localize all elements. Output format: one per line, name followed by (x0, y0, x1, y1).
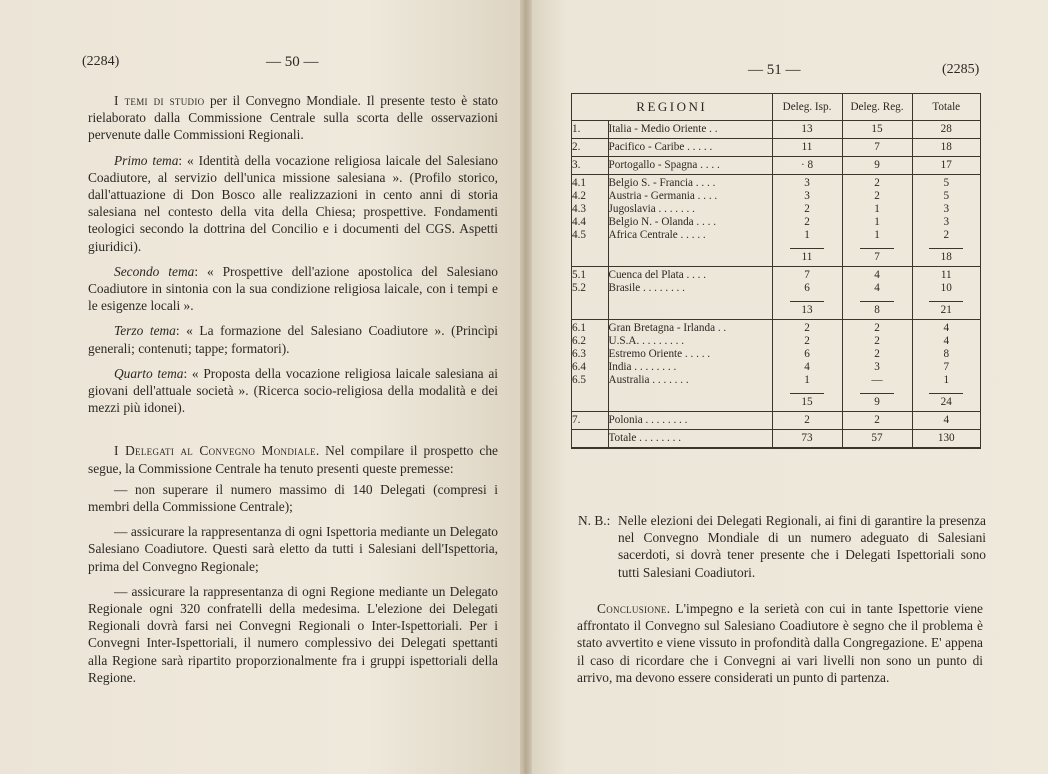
page-number-left: — 50 — (266, 54, 319, 70)
cell-tot (912, 175, 980, 267)
cell-nums (572, 157, 608, 175)
cell-line: Estremo Oriente . . . . . (608, 348, 711, 360)
cell-line: 3. (572, 159, 581, 171)
cell-line: 1 (874, 203, 880, 215)
nb-label: N. B.: (578, 513, 611, 528)
cell-nums (572, 121, 608, 139)
cell-line: Italia - Medio Oriente . . (608, 123, 718, 135)
page-ref-left: (2284) (82, 54, 120, 69)
text-temi: per il Convegno Mondiale. Il presente testo è stato rielaborato dalla Commissione Centrale sulla scorta delle osservazioni pervenute dalle Commissioni Regionali. (88, 93, 498, 143)
cell-line: Jugoslavia . . . . . . . (608, 203, 695, 215)
header-deleg-isp: Deleg. Isp. (772, 94, 842, 121)
cell-line: 28 (940, 123, 952, 135)
page-ref-right: (2285) (942, 62, 980, 77)
subtotal-tot: 18 (929, 248, 963, 264)
cell-line: 4.3 (572, 203, 586, 215)
nb-text: Nelle elezioni dei Delegati Regionali, ai fini di garantire la presenza nel Convegno Mondiale di un numero adeguato di Salesiani sacerdoti, si dovrà tener presente che i Delegati Ispettoriali sono tutti Salesiani Coadiutori. (618, 513, 986, 580)
cell-line: Gran Bretagna - Irlanda . . (608, 322, 727, 334)
cell-line: Pacifico - Caribe . . . . . (608, 141, 713, 153)
cell-isp (772, 157, 842, 175)
table-row (572, 175, 980, 267)
cell-line: Portogallo - Spagna . . . . (608, 159, 720, 171)
table-row (572, 430, 980, 448)
cell-nums (572, 139, 608, 157)
nota-bene (578, 512, 986, 581)
delegates-table (571, 93, 981, 449)
cell-tot (912, 121, 980, 139)
cell-line: 7 (943, 361, 950, 373)
left-text (88, 92, 498, 686)
table-row (572, 320, 980, 412)
cell-line: Belgio N. - Olanda . . . . (608, 216, 717, 228)
subtotal-spacer (609, 248, 772, 263)
cell-line: 7. (572, 414, 581, 426)
cell-line: 3 (804, 190, 810, 202)
cell-line: 1 (874, 229, 880, 241)
cell-line: 4 (943, 414, 950, 426)
cell-line: 1. (572, 123, 581, 135)
cell-line: 15 (871, 123, 883, 135)
cell-isp (772, 121, 842, 139)
paragraph-delegati (88, 442, 498, 476)
subtotal-spacer (572, 393, 608, 408)
cell-line: 2 (804, 335, 810, 347)
cell-line: 7 (804, 269, 810, 281)
cell-line: 6.1 (572, 322, 586, 334)
table-row (572, 267, 980, 320)
cell-line: 73 (801, 432, 813, 444)
cell-line: Belgio S. - Francia . . . . (608, 177, 716, 189)
paragraph-premessa-3: — assicurare la rappresentanza di ogni Regione mediante un Delegato Regionale ogni 320 confratelli della medesima. L'elezione dei Delegati Regionali dovrà farsi nei Convegni Regionali o Inter-Ispettoriali. Per i Convegni Inter-Ispettoriali, il numero complessivo dei Delegati spettanti alla Regione sarà ripartito proporzionalmente fra i gruppi ispettoriali della Regione. (88, 583, 498, 685)
cell-line: Brasile . . . . . . . . (608, 282, 685, 294)
subtotal-tot: 21 (929, 301, 963, 317)
cell-line: 5.1 (572, 269, 586, 281)
cell-nums (572, 175, 608, 267)
subtotal-spacer (609, 393, 772, 408)
cell-line: 2 (804, 216, 810, 228)
cell-line: 2 (804, 203, 810, 215)
header-deleg-reg: Deleg. Reg. (842, 94, 912, 121)
text-conclusione: . L'impegno e la serietà con cui in tante Ispettorie viene affrontato il Convegno sul Salesiano Coadiutore è segno che il problema è stato avvertito e viene vissuto in profondità dalla Congregazione. E' appena il caso di ricordare che i Convegni ai vari livelli non sono un punto di arrivo, ma devono essere considerati un punto di partenza. (577, 601, 983, 685)
subtotal-reg: 9 (860, 393, 894, 409)
cell-line: 4.1 (572, 177, 586, 189)
text-primo: : « Identità della vocazione religiosa laicale del Salesiano Coadiutore, al servizio dell'unica missione salesiana ». (Profilo storico, dall'attuazione di Don Bosco alle realizzazioni in cento anni di storia salesiana nel contesto della vita della Chiesa; prospettive. Fondamenti teologici secondo la dottrina del Concilio e i documenti del CGS. Aspetti giuridici). (88, 152, 498, 254)
cell-line: 5.2 (572, 282, 586, 294)
cell-isp (772, 412, 842, 430)
subtotal-isp: 15 (790, 393, 824, 409)
cell-line: 11 (940, 269, 952, 281)
subtotal-spacer (572, 301, 608, 316)
cell-names (608, 267, 772, 320)
cell-line: 3 (943, 216, 950, 228)
cell-line: 6 (804, 282, 810, 294)
cell-names (608, 157, 772, 175)
cell-line: · 8 (800, 159, 814, 171)
cell-line: 4 (943, 335, 950, 347)
lead-quarto: Quarto tema (114, 365, 184, 381)
cell-line: 6.3 (572, 348, 586, 360)
cell-line: 2 (804, 322, 810, 334)
page-number-right: — 51 — (748, 62, 801, 78)
cell-isp (772, 320, 842, 412)
cell-line: Cuenca del Plata . . . . (608, 269, 707, 281)
subtotal-spacer (572, 248, 608, 263)
cell-line (572, 432, 608, 445)
table-row (572, 412, 980, 430)
cell-line: 6.5 (572, 374, 586, 386)
cell-reg (842, 139, 912, 157)
cell-line: U.S.A. . . . . . . . . (608, 335, 685, 347)
cell-line: 8 (943, 348, 950, 360)
lead-secondo: Secondo tema (114, 263, 195, 279)
cell-reg (842, 412, 912, 430)
cell-line: 6.4 (572, 361, 586, 373)
cell-line: 4 (874, 269, 880, 281)
lead-terzo: Terzo tema (114, 323, 176, 339)
cell-line: 7 (874, 141, 880, 153)
cell-tot (912, 320, 980, 412)
cell-line: 3 (874, 361, 880, 373)
cell-line: 10 (940, 282, 952, 294)
paragraph-temi (88, 92, 498, 144)
lead-delegati: I Delegati al Convegno Mondiale (114, 443, 316, 459)
text-terzo: : « La formazione del Salesiano Coadiutore ». (Princìpi generali; contenuti; tappe; formatori). (88, 323, 498, 356)
cell-names (608, 121, 772, 139)
cell-line: 3 (804, 177, 810, 189)
paragraph-secondo (88, 263, 498, 315)
cell-line: Australia . . . . . . . (608, 374, 689, 386)
cell-line: 2 (874, 348, 880, 360)
cell-tot (912, 139, 980, 157)
cell-nums (572, 412, 608, 430)
table-row (572, 139, 980, 157)
cell-line: 4.5 (572, 229, 586, 241)
cell-line: 17 (940, 159, 952, 171)
cell-line: 1 (804, 229, 810, 241)
lead-temi: I temi di studio (114, 93, 205, 108)
cell-line: 2 (874, 414, 880, 426)
cell-line: 1 (943, 374, 950, 386)
cell-line: 6 (804, 348, 810, 360)
subtotal-reg: 8 (860, 301, 894, 317)
cell-line: 9 (874, 159, 880, 171)
cell-line: 6.2 (572, 335, 586, 347)
cell-nums (572, 430, 608, 448)
cell-line: 4 (943, 322, 950, 334)
paragraph-conclusione (577, 600, 983, 686)
table-row (572, 121, 980, 139)
cell-line: 130 (937, 432, 955, 444)
cell-reg (842, 430, 912, 448)
header-regioni: REGIONI (572, 94, 772, 121)
paragraph-primo (88, 152, 498, 255)
cell-names (608, 412, 772, 430)
table-row (572, 157, 980, 175)
text-quarto: : « Proposta della vocazione religiosa laicale salesiana ai giovani dell'attuale società ». (Ricerca socio-religiosa della modalità e dei mezzi più idonei). (88, 365, 498, 416)
cell-reg (842, 157, 912, 175)
cell-line: Austria - Germania . . . . (608, 190, 718, 202)
cell-line: 1 (804, 374, 810, 386)
cell-line: — (871, 374, 883, 386)
lead-conclusione: Conclusione (597, 601, 667, 616)
cell-tot (912, 430, 980, 448)
cell-tot (912, 267, 980, 320)
text-delegati: . Nel compilare il prospetto che segue, la Commissione Centrale ha tenuto presenti queste premesse: (88, 443, 498, 476)
header-totale: Totale (912, 94, 980, 121)
cell-line: 2 (804, 414, 810, 426)
cell-isp (772, 175, 842, 267)
paragraph-premessa-1: — non superare il numero massimo di 140 Delegati (compresi i membri della Commissione Centrale); (88, 481, 498, 515)
cell-line: 5 (943, 190, 950, 202)
cell-line: 5 (943, 177, 950, 189)
cell-line: 13 (801, 123, 813, 135)
cell-line: 4 (874, 282, 880, 294)
subtotal-isp: 11 (790, 248, 824, 264)
cell-line: 2 (874, 177, 880, 189)
cell-line: 1 (874, 216, 880, 228)
cell-line: 2 (874, 190, 880, 202)
subtotal-isp: 13 (790, 301, 824, 317)
cell-line: Africa Centrale . . . . . (608, 229, 706, 241)
lead-primo: Primo tema (114, 152, 179, 168)
cell-line: 3 (943, 203, 950, 215)
cell-names (608, 139, 772, 157)
book-gutter (520, 0, 532, 774)
cell-reg (842, 267, 912, 320)
paragraph-terzo (88, 322, 498, 356)
cell-names (608, 175, 772, 267)
cell-isp (772, 267, 842, 320)
cell-reg (842, 320, 912, 412)
cell-line: 2 (943, 229, 950, 241)
cell-line: 57 (871, 432, 883, 444)
cell-names (608, 430, 772, 448)
cell-tot (912, 157, 980, 175)
cell-nums (572, 320, 608, 412)
conclusione (577, 600, 983, 686)
cell-isp (772, 139, 842, 157)
cell-line: 2. (572, 141, 581, 153)
subtotal-reg: 7 (860, 248, 894, 264)
cell-line: Polonia . . . . . . . . (608, 414, 688, 426)
table-header-row (572, 94, 980, 121)
cell-line: 4.2 (572, 190, 586, 202)
paragraph-premessa-2: — assicurare la rappresentanza di ogni Ispettoria mediante un Delegato Salesiano Coadiutore. Questi sarà eletto da tutti i Salesiani dell'Ispettoria, prima del Convegno Regionale; (88, 524, 498, 574)
cell-reg (842, 175, 912, 267)
cell-tot (912, 412, 980, 430)
paragraph-quarto (88, 365, 498, 417)
cell-names (608, 320, 772, 412)
text-secondo: : « Prospettive dell'azione apostolica del Salesiano Coadiutore in sintonia con la sua condizione religiosa laicale, con i tempi e le esigenze locali ». (88, 263, 498, 314)
cell-line: 4.4 (572, 216, 586, 228)
cell-line: India . . . . . . . . (608, 361, 677, 373)
cell-line: Totale . . . . . . . . (608, 432, 682, 444)
subtotal-spacer (609, 301, 772, 316)
cell-line: 18 (940, 141, 952, 153)
cell-line: 2 (874, 335, 880, 347)
cell-nums (572, 267, 608, 320)
cell-line: 4 (804, 361, 810, 373)
cell-line: 11 (801, 141, 813, 153)
cell-reg (842, 121, 912, 139)
cell-line: 2 (874, 322, 880, 334)
cell-isp (772, 430, 842, 448)
subtotal-tot: 24 (929, 393, 963, 409)
